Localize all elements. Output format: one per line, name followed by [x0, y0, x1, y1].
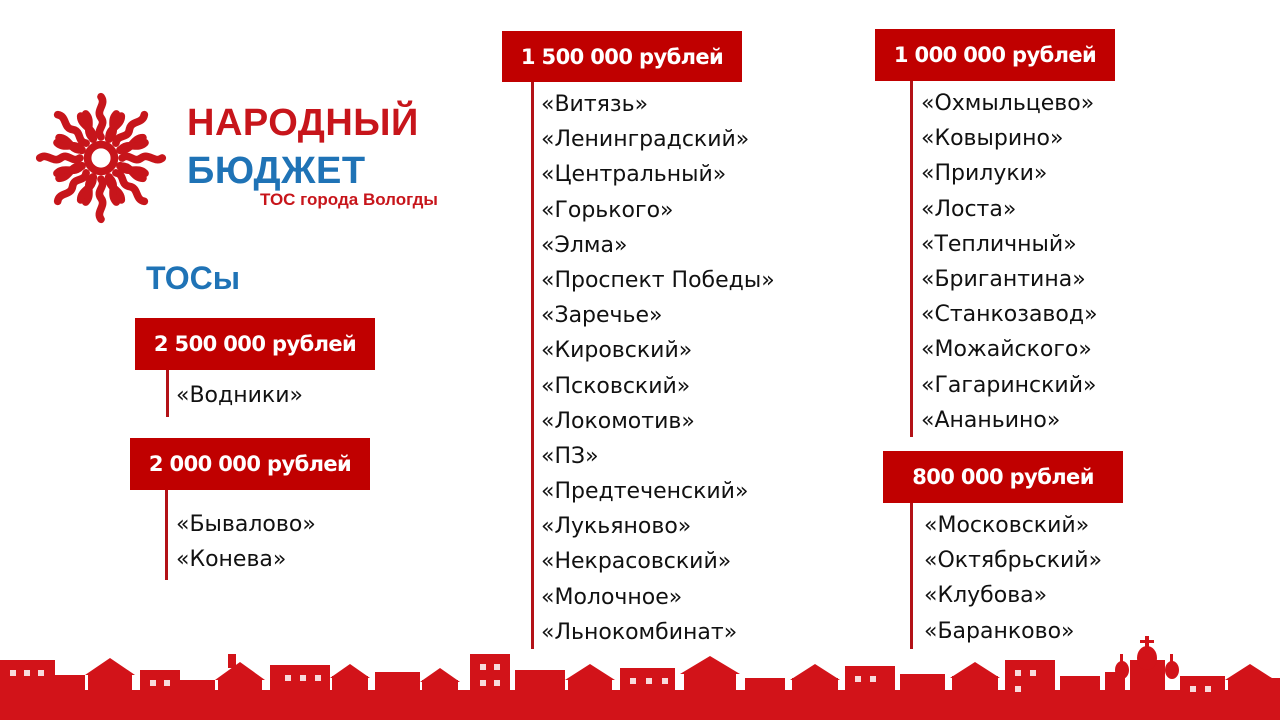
group-divider-line [531, 82, 534, 649]
list-item: «Можайского» [921, 337, 1092, 363]
amount-badge-1500000: 1 500 000 рублей [502, 31, 742, 82]
tos-list-1000000 [921, 86, 1098, 438]
list-item: «Проспект Победы» [541, 267, 775, 293]
list-item: «Горького» [541, 197, 674, 223]
group-divider-line [165, 490, 168, 580]
logo-title-line1: НАРОДНЫЙ [187, 102, 419, 144]
list-item: «Лукьяново» [541, 514, 692, 540]
group-divider-line [910, 81, 913, 437]
list-item: «Прилуки» [921, 161, 1048, 187]
amount-badge-2500000: 2 500 000 рублей [135, 318, 375, 370]
list-item: «Охмыльцево» [921, 91, 1095, 116]
list-item: «Баранково» [924, 618, 1075, 644]
list-item: «Октябрьский» [924, 548, 1103, 574]
list-item: «Конева» [176, 547, 287, 573]
amount-badge-2000000: 2 000 000 рублей [130, 438, 370, 490]
list-item: «Лоста» [921, 196, 1017, 222]
list-item: «Бывалово» [176, 512, 316, 537]
list-item: «Локомотив» [541, 408, 695, 434]
list-item: «Центральный» [541, 162, 727, 188]
city-skyline-decoration [0, 630, 1280, 720]
list-item: «Молочное» [541, 584, 683, 610]
amount-badge-1000000: 1 000 000 рублей [875, 29, 1115, 81]
group-divider-line [910, 503, 913, 649]
logo-mark-icon [34, 86, 168, 230]
list-item: «Кировский» [541, 338, 693, 364]
group-divider-line [166, 370, 169, 417]
tos-list-800000 [924, 508, 1102, 649]
tos-list-2000000 [176, 507, 316, 577]
logo-title-line2: БЮДЖЕТ [187, 150, 366, 192]
list-item: «ПЗ» [541, 443, 599, 469]
amount-badge-800000: 800 000 рублей [883, 451, 1123, 503]
list-item: «Бригантина» [921, 266, 1086, 292]
list-item: «Льнокомбинат» [541, 619, 738, 645]
list-item: «Предтеченский» [541, 479, 749, 505]
list-item: «Тепличный» [921, 231, 1077, 257]
list-item: «Заречье» [541, 303, 663, 329]
list-item: «Водники» [176, 383, 303, 408]
logo-subtitle: ТОС города Вологды [260, 190, 438, 209]
list-item: «Московский» [924, 513, 1090, 538]
list-item: «Ленинградский» [541, 127, 750, 153]
tos-list-1500000 [541, 87, 775, 650]
list-item: «Станкозавод» [921, 302, 1098, 328]
list-item: «Ананьино» [921, 407, 1061, 433]
list-item: «Ковырино» [921, 126, 1064, 152]
list-item: «Элма» [541, 232, 628, 258]
tos-list-2500000 [176, 378, 303, 413]
list-item: «Гагаринский» [921, 372, 1097, 398]
section-title: ТОСы [146, 260, 241, 296]
list-item: «Псковский» [541, 373, 691, 399]
list-item: «Витязь» [541, 92, 649, 117]
list-item: «Клубова» [924, 583, 1048, 609]
list-item: «Некрасовский» [541, 549, 732, 575]
